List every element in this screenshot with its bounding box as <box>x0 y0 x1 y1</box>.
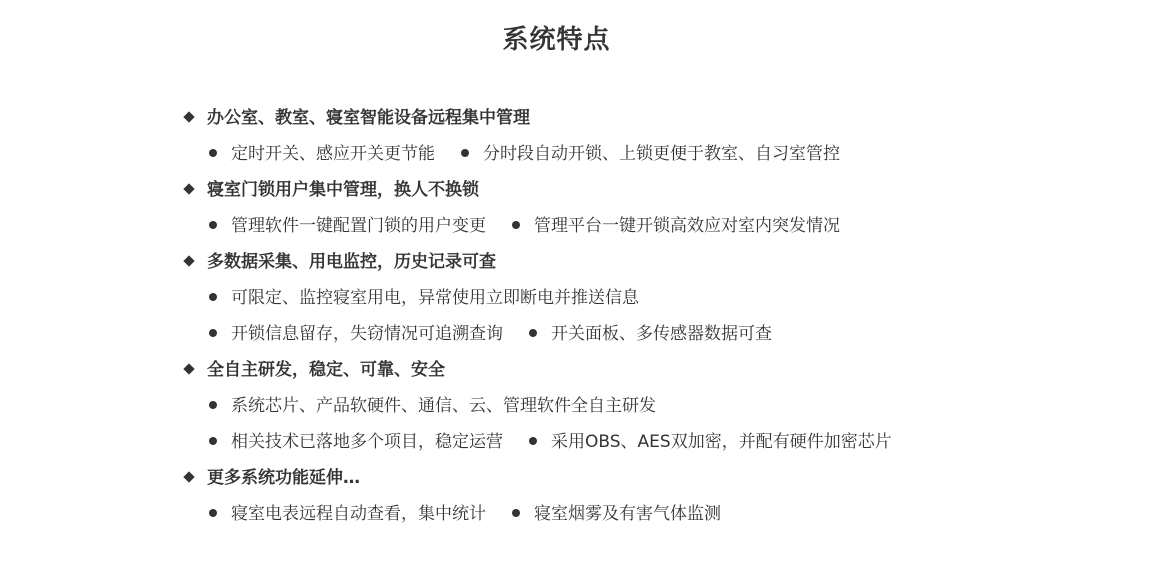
feature-item-text: 寝室电表远程自动查看，集中统计 <box>231 504 486 524</box>
feature-item-text: 管理软件一键配置门锁的用户变更 <box>231 216 486 236</box>
diamond-bullet-icon <box>183 111 194 122</box>
feature-item-text: 寝室烟雾及有害气体监测 <box>534 504 721 524</box>
feature-line <box>183 388 1083 424</box>
dot-bullet-icon <box>209 221 217 229</box>
section-heading-text: 更多系统功能延伸… <box>207 468 360 488</box>
section-heading <box>183 100 1083 136</box>
feature-item-text: 分时段自动开锁、上锁更便于教室、自习室管控 <box>483 144 840 164</box>
feature-item <box>512 496 721 532</box>
feature-item <box>209 424 503 460</box>
feature-item <box>529 316 772 352</box>
feature-item <box>461 136 840 172</box>
feature-line <box>183 280 1083 316</box>
section-heading <box>183 244 1083 280</box>
dot-bullet-icon <box>529 329 537 337</box>
feature-list <box>183 100 1083 532</box>
feature-line <box>183 136 1083 172</box>
section-heading-text: 寝室门锁用户集中管理，换人不换锁 <box>207 180 479 200</box>
section-heading-text: 全自主研发，稳定、可靠、安全 <box>207 360 445 380</box>
feature-item <box>209 136 435 172</box>
section-heading <box>183 460 1083 496</box>
dot-bullet-icon <box>209 329 217 337</box>
diamond-bullet-icon <box>183 183 194 194</box>
feature-item <box>529 424 892 460</box>
page-title: 系统特点 <box>502 25 611 55</box>
section-heading-text: 多数据采集、用电监控，历史记录可查 <box>207 252 496 272</box>
feature-item-text: 系统芯片、产品软硬件、通信、云、管理软件全自主研发 <box>231 396 656 416</box>
dot-bullet-icon <box>529 437 537 445</box>
diamond-bullet-icon <box>183 255 194 266</box>
feature-line <box>183 424 1083 460</box>
feature-line <box>183 316 1083 352</box>
dot-bullet-icon <box>209 437 217 445</box>
diamond-bullet-icon <box>183 363 194 374</box>
feature-item-text: 可限定、监控寝室用电，异常使用立即断电并推送信息 <box>231 288 639 308</box>
feature-line <box>183 208 1083 244</box>
dot-bullet-icon <box>209 401 217 409</box>
feature-item <box>512 208 840 244</box>
feature-item-text: 管理平台一键开锁高效应对室内突发情况 <box>534 216 840 236</box>
dot-bullet-icon <box>209 149 217 157</box>
feature-item-text: 开锁信息留存，失窃情况可追溯查询 <box>231 324 503 344</box>
feature-item <box>209 496 486 532</box>
feature-item <box>209 280 639 316</box>
feature-item-text: 采用OBS、AES双加密，并配有硬件加密芯片 <box>551 432 892 452</box>
dot-bullet-icon <box>209 293 217 301</box>
feature-line <box>183 496 1083 532</box>
feature-item-text: 相关技术已落地多个项目，稳定运营 <box>231 432 503 452</box>
feature-item <box>209 208 486 244</box>
section-heading-text: 办公室、教室、寝室智能设备远程集中管理 <box>207 108 530 128</box>
feature-item <box>209 316 503 352</box>
dot-bullet-icon <box>209 509 217 517</box>
dot-bullet-icon <box>512 221 520 229</box>
section-heading <box>183 352 1083 388</box>
section-heading <box>183 172 1083 208</box>
dot-bullet-icon <box>512 509 520 517</box>
feature-item-text: 定时开关、感应开关更节能 <box>231 144 435 164</box>
feature-item <box>209 388 656 424</box>
diamond-bullet-icon <box>183 471 194 482</box>
dot-bullet-icon <box>461 149 469 157</box>
feature-item-text: 开关面板、多传感器数据可查 <box>551 324 772 344</box>
